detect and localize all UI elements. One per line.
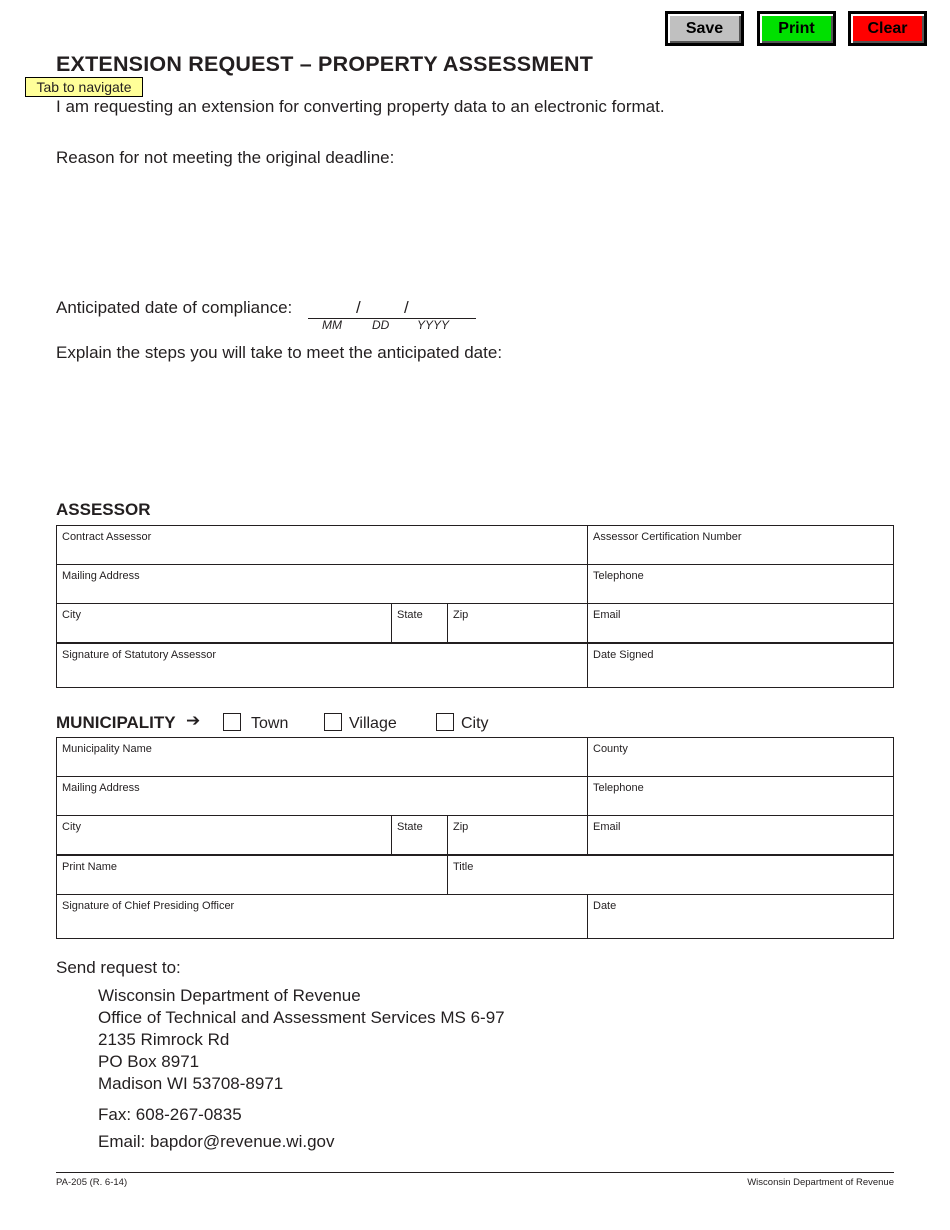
field-label: Date Signed: [593, 649, 654, 661]
contact-email: Email: bapdor@revenue.wi.gov: [98, 1132, 335, 1151]
address-line: Office of Technical and Assessment Services MS 6-97: [98, 1008, 505, 1027]
field-label: Email: [593, 609, 621, 621]
county-field[interactable]: [588, 738, 893, 776]
municipality-telephone-field[interactable]: [588, 777, 893, 815]
field-label: Signature of Statutory Assessor: [62, 649, 217, 661]
municipality-name-field[interactable]: [57, 738, 588, 776]
assessor-mailing-address-field[interactable]: [57, 565, 588, 603]
date-yyyy-caption: YYYY: [417, 318, 450, 332]
chief-officer-signature-field[interactable]: [57, 895, 588, 938]
arrow-right-icon: ➔: [186, 711, 201, 730]
field-label: Date: [593, 900, 617, 912]
send-request-label: Send request to:: [56, 958, 181, 977]
field-label: State: [397, 609, 423, 621]
compliance-date-field[interactable]: [308, 294, 476, 318]
municipality-state-field[interactable]: [392, 816, 448, 854]
assessor-state-field[interactable]: [392, 604, 448, 642]
footer-divider: [56, 1172, 894, 1173]
clear-button[interactable]: Clear: [848, 11, 927, 46]
field-label: Telephone: [593, 782, 644, 794]
village-checkbox[interactable]: [324, 713, 342, 731]
field-label: Signature of Chief Presiding Officer: [62, 900, 235, 912]
municipality-email-field[interactable]: [588, 816, 893, 854]
footer-agency: Wisconsin Department of Revenue: [747, 1177, 894, 1188]
date-mm-caption: MM: [322, 318, 342, 332]
field-label: Print Name: [62, 861, 118, 873]
title-field[interactable]: [448, 856, 893, 894]
field-label: Telephone: [593, 570, 644, 582]
date-dd-caption: DD: [372, 318, 390, 332]
page-title: EXTENSION REQUEST – PROPERTY ASSESSMENT: [56, 52, 594, 76]
tab-to-navigate-hint[interactable]: Tab to navigate: [25, 77, 143, 97]
field-label: Email: [593, 821, 621, 833]
field-label: Zip: [453, 609, 469, 621]
field-label: Mailing Address: [62, 782, 140, 794]
assessor-zip-field[interactable]: [448, 604, 588, 642]
assessor-table: [56, 525, 894, 688]
address-line: PO Box 8971: [98, 1052, 200, 1071]
mailing-address-block: [98, 985, 505, 1095]
date-slash: /: [404, 298, 409, 317]
fax-number: Fax: 608-267-0835: [98, 1105, 242, 1124]
assessor-telephone-field[interactable]: [588, 565, 893, 603]
assessor-city-field[interactable]: [57, 604, 392, 642]
field-label: Assessor Certification Number: [593, 531, 742, 543]
municipality-table: [56, 737, 894, 939]
steps-field[interactable]: [56, 368, 894, 488]
print-name-field[interactable]: [57, 856, 448, 894]
municipality-date-field[interactable]: [588, 895, 893, 938]
field-label: Title: [453, 861, 474, 873]
address-line: Madison WI 53708-8971: [98, 1074, 284, 1093]
town-label: Town: [251, 715, 289, 732]
city-checkbox[interactable]: [436, 713, 454, 731]
contract-assessor-field[interactable]: [57, 526, 588, 564]
municipality-heading: MUNICIPALITY: [56, 713, 176, 732]
steps-label: Explain the steps you will take to meet the anticipated date:: [56, 343, 503, 362]
field-label: City: [62, 609, 81, 621]
reason-label: Reason for not meeting the original deadline:: [56, 148, 395, 167]
form-id: PA-205 (R. 6-14): [56, 1177, 128, 1188]
municipality-city-field[interactable]: [57, 816, 392, 854]
city-label: City: [461, 715, 489, 732]
save-button[interactable]: Save: [665, 11, 744, 46]
field-label: Zip: [453, 821, 469, 833]
town-checkbox[interactable]: [223, 713, 241, 731]
assessor-cert-number-field[interactable]: [588, 526, 893, 564]
intro-text: I am requesting an extension for converting property data to an electronic format.: [56, 97, 665, 116]
print-button[interactable]: Print: [757, 11, 836, 46]
field-label: Contract Assessor: [62, 531, 152, 543]
field-label: City: [62, 821, 81, 833]
assessor-heading: ASSESSOR: [56, 500, 151, 519]
assessor-signature-field[interactable]: [57, 644, 588, 687]
municipality-zip-field[interactable]: [448, 816, 588, 854]
reason-field[interactable]: [56, 172, 894, 282]
address-line: 2135 Rimrock Rd: [98, 1030, 230, 1049]
assessor-date-signed-field[interactable]: [588, 644, 893, 687]
date-slash: /: [356, 298, 361, 317]
address-line: Wisconsin Department of Revenue: [98, 986, 361, 1005]
assessor-email-field[interactable]: [588, 604, 893, 642]
field-label: Municipality Name: [62, 743, 152, 755]
municipality-mailing-address-field[interactable]: [57, 777, 588, 815]
compliance-date-label: Anticipated date of compliance:: [56, 298, 293, 317]
village-label: Village: [349, 715, 397, 732]
field-label: State: [397, 821, 423, 833]
field-label: Mailing Address: [62, 570, 140, 582]
field-label: County: [593, 743, 628, 755]
